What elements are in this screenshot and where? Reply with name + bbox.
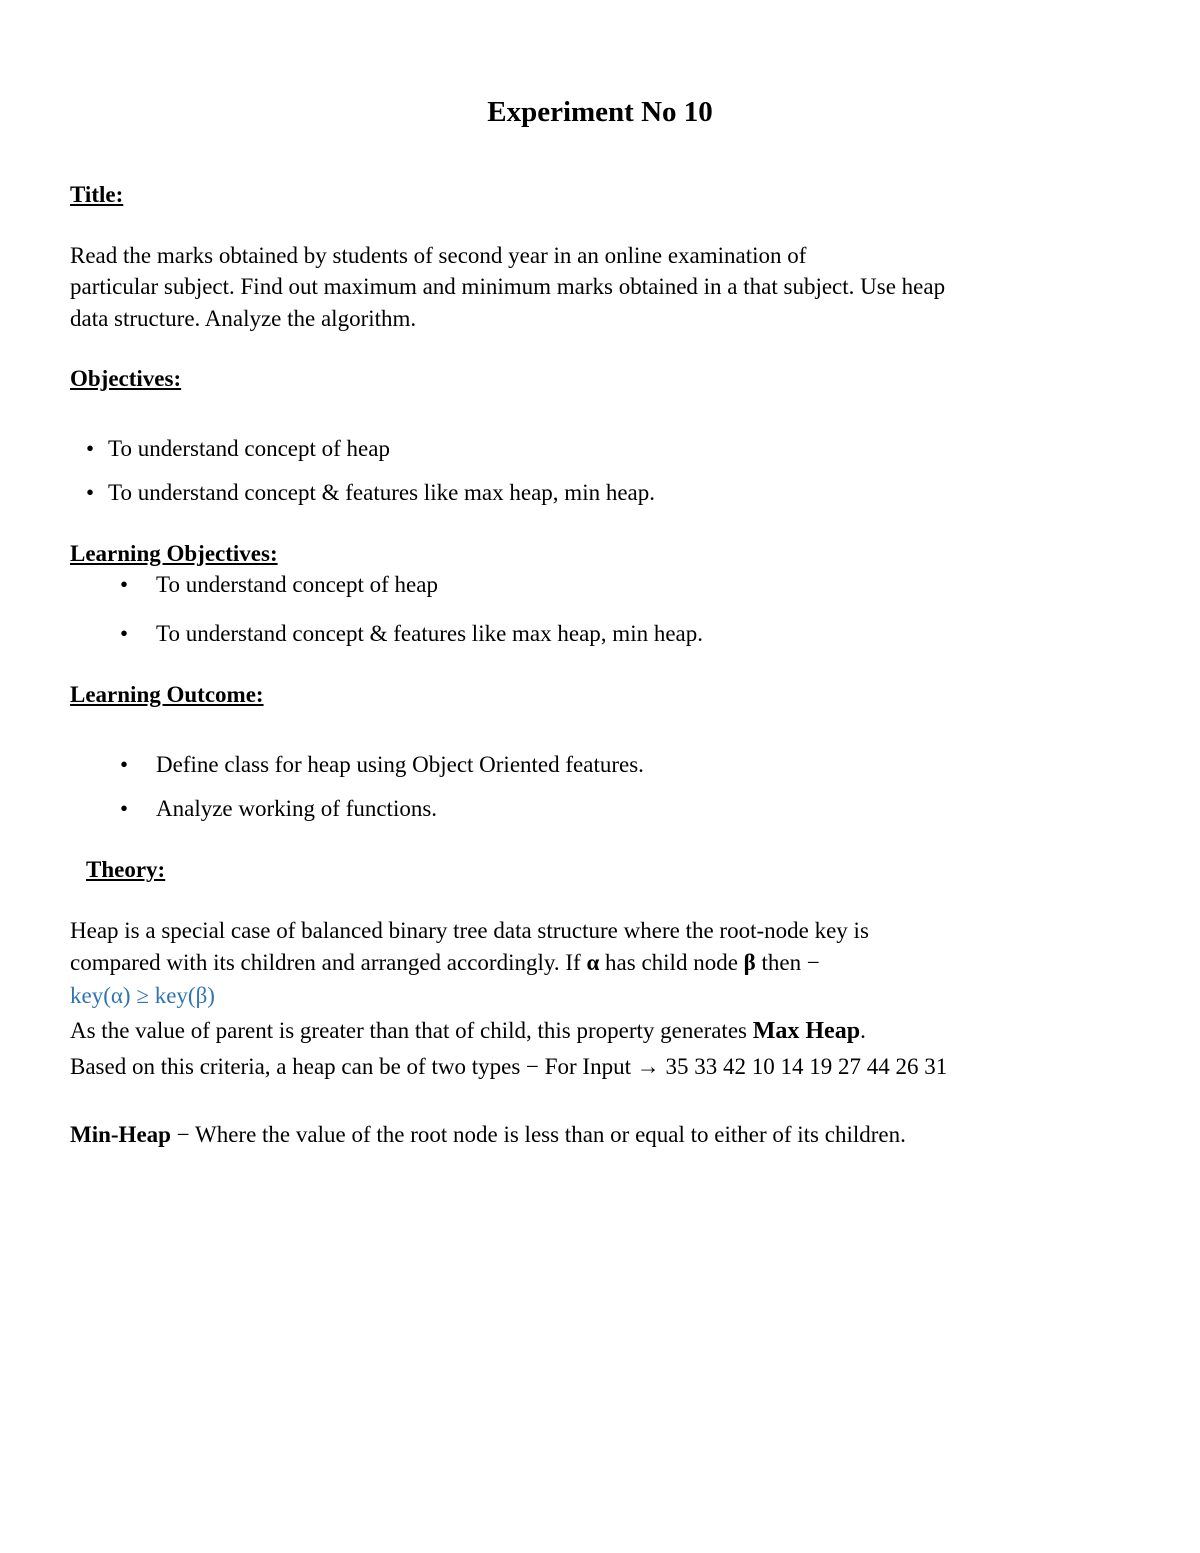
learning-objective-item-1 bbox=[120, 572, 438, 598]
theory-line-5: Based on this criteria, a heap can be of two types − For Input → 35 33 42 10 14 19 27 44 26 31 bbox=[70, 1054, 948, 1079]
alpha-symbol: α bbox=[586, 950, 600, 975]
theory-line-2 bbox=[70, 950, 820, 976]
theory-text: has child node bbox=[599, 950, 744, 975]
theory-line-6 bbox=[70, 1122, 906, 1148]
title-line-2: particular subject. Find out maximum and minimum marks obtained in a that subject. Use heap bbox=[70, 274, 946, 299]
theory-text: . bbox=[860, 1018, 866, 1043]
learning-objective-item-2 bbox=[120, 621, 703, 647]
bullet-icon: • bbox=[120, 752, 129, 777]
objectives-heading: Objectives: bbox=[70, 366, 182, 391]
document-title: Experiment No 10 bbox=[487, 96, 713, 128]
theory-heading: Theory: bbox=[86, 857, 166, 882]
learning-outcome-item-1 bbox=[120, 752, 644, 778]
learning-objectives-heading: Learning Objectives: bbox=[70, 541, 278, 566]
bullet-icon: • bbox=[86, 480, 95, 505]
theory-text: compared with its children and arranged accordingly. If bbox=[70, 950, 587, 975]
heap-formula: key(α) ≥ key(β) bbox=[70, 983, 215, 1008]
learning-objective-text: To understand concept & features like max heap, min heap. bbox=[156, 621, 704, 646]
bullet-icon: • bbox=[86, 436, 95, 461]
learning-objective-text: To understand concept of heap bbox=[156, 572, 438, 597]
theory-line-1: Heap is a special case of balanced binary tree data structure where the root-node key is bbox=[70, 918, 869, 943]
min-heap-term: Min-Heap bbox=[70, 1122, 171, 1147]
learning-outcome-text: Analyze working of functions. bbox=[156, 796, 438, 821]
title-line-3: data structure. Analyze the algorithm. bbox=[70, 306, 417, 331]
objective-item-1 bbox=[86, 436, 390, 462]
bullet-icon: • bbox=[120, 621, 129, 646]
theory-text: As the value of parent is greater than that of child, this property generates bbox=[70, 1018, 753, 1043]
theory-line-4 bbox=[70, 1018, 866, 1045]
learning-outcome-item-2 bbox=[120, 796, 437, 822]
theory-text: then − bbox=[755, 950, 820, 975]
beta-symbol: β bbox=[743, 950, 756, 975]
objective-text: To understand concept of heap bbox=[108, 436, 390, 461]
theory-text: − Where the value of the root node is less than or equal to either of its children. bbox=[170, 1122, 906, 1147]
objective-text: To understand concept & features like max heap, min heap. bbox=[108, 480, 656, 505]
max-heap-term: Max Heap bbox=[752, 1018, 861, 1044]
bullet-icon: • bbox=[120, 796, 129, 821]
bullet-icon: • bbox=[120, 572, 129, 597]
objective-item-2 bbox=[86, 480, 655, 506]
learning-outcome-heading: Learning Outcome: bbox=[70, 682, 264, 707]
title-line-1: Read the marks obtained by students of second year in an online examination of bbox=[70, 243, 807, 268]
learning-outcome-text: Define class for heap using Object Oriented features. bbox=[156, 752, 644, 777]
title-heading: Title: bbox=[70, 182, 124, 207]
